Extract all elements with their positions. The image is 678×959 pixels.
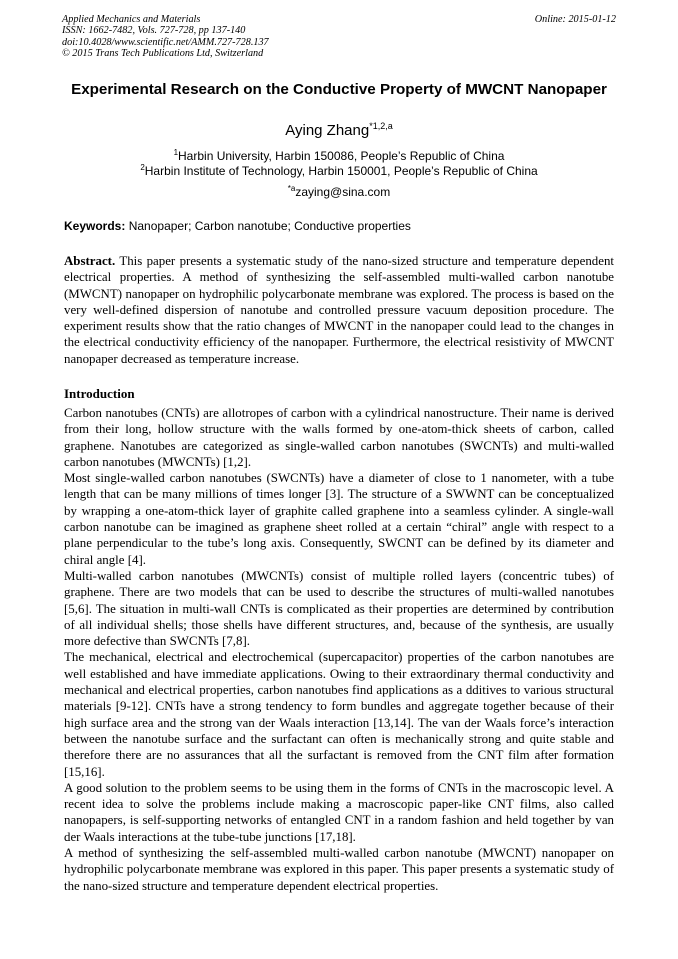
abstract-label: Abstract. bbox=[64, 254, 116, 268]
keywords bbox=[64, 219, 618, 234]
email-sup: *a bbox=[287, 184, 296, 193]
paper-title: Experimental Research on the Conductive Property of MWCNT Nanopaper bbox=[71, 81, 607, 98]
affiliation-1-sup: 1 bbox=[173, 148, 179, 157]
author-name: Aying Zhang bbox=[285, 122, 370, 139]
copyright-line: © 2015 Trans Tech Publications Ltd, Switzerland bbox=[62, 47, 264, 59]
issn-line: ISSN: 1662-7482, Vols. 727-728, pp 137-140 bbox=[62, 25, 246, 37]
affiliation-1 bbox=[62, 149, 616, 164]
affiliation-2-text: Harbin Institute of Technology, Harbin 150001, People’s Republic of China bbox=[144, 164, 538, 178]
keywords-label: Keywords: bbox=[64, 219, 126, 233]
intro-paragraph: A method of synthesizing the self-assembled multi-walled carbon nanotube (MWCNT) nanopaper on hydrophilic polycarbonate membrane was explored in this paper. This paper presents a systematic study of the nano-sized structure and temperature dependent electrical properties. bbox=[64, 846, 614, 893]
intro-paragraph: Most single-walled carbon nanotubes (SWCNTs) have a diameter of close to 1 nanometer, with a tube length that can be many millions of times longer [3]. The structure of a SWWNT can be conceptualized by wrapping a one-atom-thick layer of graphite called graphene into a seamless cylinder. A single-wall carbon nanotube can be imagined as graphene sheet rolled at a certain “chiral” angle with respect to a plane perpendicular to the tube’s long axis. Consequently, SWCNT can be defined by its diameter and chiral angle [4]. bbox=[64, 471, 614, 567]
affiliation-2 bbox=[62, 164, 616, 179]
author-email bbox=[62, 185, 616, 200]
author-superscript: *1,2,a bbox=[369, 121, 393, 131]
intro-paragraph: Multi-walled carbon nanotubes (MWCNTs) consist of multiple rolled layers (concentric tubes) of graphene. There are two models that can be used to describe the structures of multi-walled nanotubes [5,6]. The situation in multi-wall CNTs is complicated as their properties are determined by contribution of all individual shells; those shells have different structures, and, because of the synthesis, are usually more defective than SWCNTs [7,8]. bbox=[64, 568, 614, 649]
journal-header bbox=[62, 14, 616, 59]
keywords-text: Nanopaper; Carbon nanotube; Conductive properties bbox=[128, 219, 411, 233]
journal-name: Applied Mechanics and Materials bbox=[62, 14, 201, 25]
introduction-body bbox=[64, 405, 614, 894]
affiliation-2-sup: 2 bbox=[140, 163, 145, 172]
intro-paragraph: A good solution to the problem seems to be using them in the forms of CNTs in the macroscopic level. A recent idea to solve the problems include making a macroscopic paper-like CNT films, also called nanopapers, is self-supporting networks of entangled CNT in a random fashion and held together by van der Waals interactions at the tube-tube junctions [17,18]. bbox=[64, 780, 614, 844]
introduction-heading: Introduction bbox=[64, 386, 135, 401]
author-line bbox=[62, 122, 616, 140]
abstract-text: This paper presents a systematic study of the nano-sized structure and temperature dependent electrical properties. A method of synthesizing the self-assembled multi-walled carbon nanotube (MWCNT) nanopaper on hydrophilic polycarbonate membrane was explored. The process is based on the very well-defined dispersion of nanotube and controlled pressure vacuum deposition procedure. The experiment results show that the ratio changes of MWCNT in the nanopaper could lead to the changes in the electrical conductivity efficiency of the nanopaper. Furthermore, the electrical resistivity of MWCNT nanopaper decreased as temperature increase. bbox=[64, 254, 614, 366]
doi-line: doi:10.4028/www.scientific.net/AMM.727-728.137 bbox=[62, 36, 269, 48]
online-date: Online: 2015-01-12 bbox=[534, 14, 616, 25]
affiliation-1-text: Harbin University, Harbin 150086, People’s Republic of China bbox=[178, 149, 505, 163]
intro-paragraph: The mechanical, electrical and electrochemical (supercapacitor) properties of the carbon nanotubes are well established and have immediate applications. Owing to their extraordinary thermal conductivity and mechanical and electrical properties, carbon nanotubes find applications as a dditives to various structural materials [9-12]. CNTs have a strong tendency to form bundles and aggregate together because of their high surface area and the strong van der Waals interaction [13,14]. The van der Waals force’s interaction between the nanotube surface and the surfactant can often is mechanically strong and quite stable and therefore there are no assurances that all the surfactant is removed from the CNT film after formation [15,16]. bbox=[64, 650, 614, 779]
abstract bbox=[64, 253, 614, 367]
email-text: zaying@sina.com bbox=[295, 185, 391, 199]
intro-paragraph: Carbon nanotubes (CNTs) are allotropes of carbon with a cylindrical nanostructure. Their name is derived from their long, hollow structure with the walls formed by one-atom-thick sheets of carbon, called graphene. Nanotubes are categorized as single-walled carbon nanotubes (SWCNTs) and multi-walled carbon nanotubes (MWCNTs) [1,2]. bbox=[64, 406, 614, 469]
